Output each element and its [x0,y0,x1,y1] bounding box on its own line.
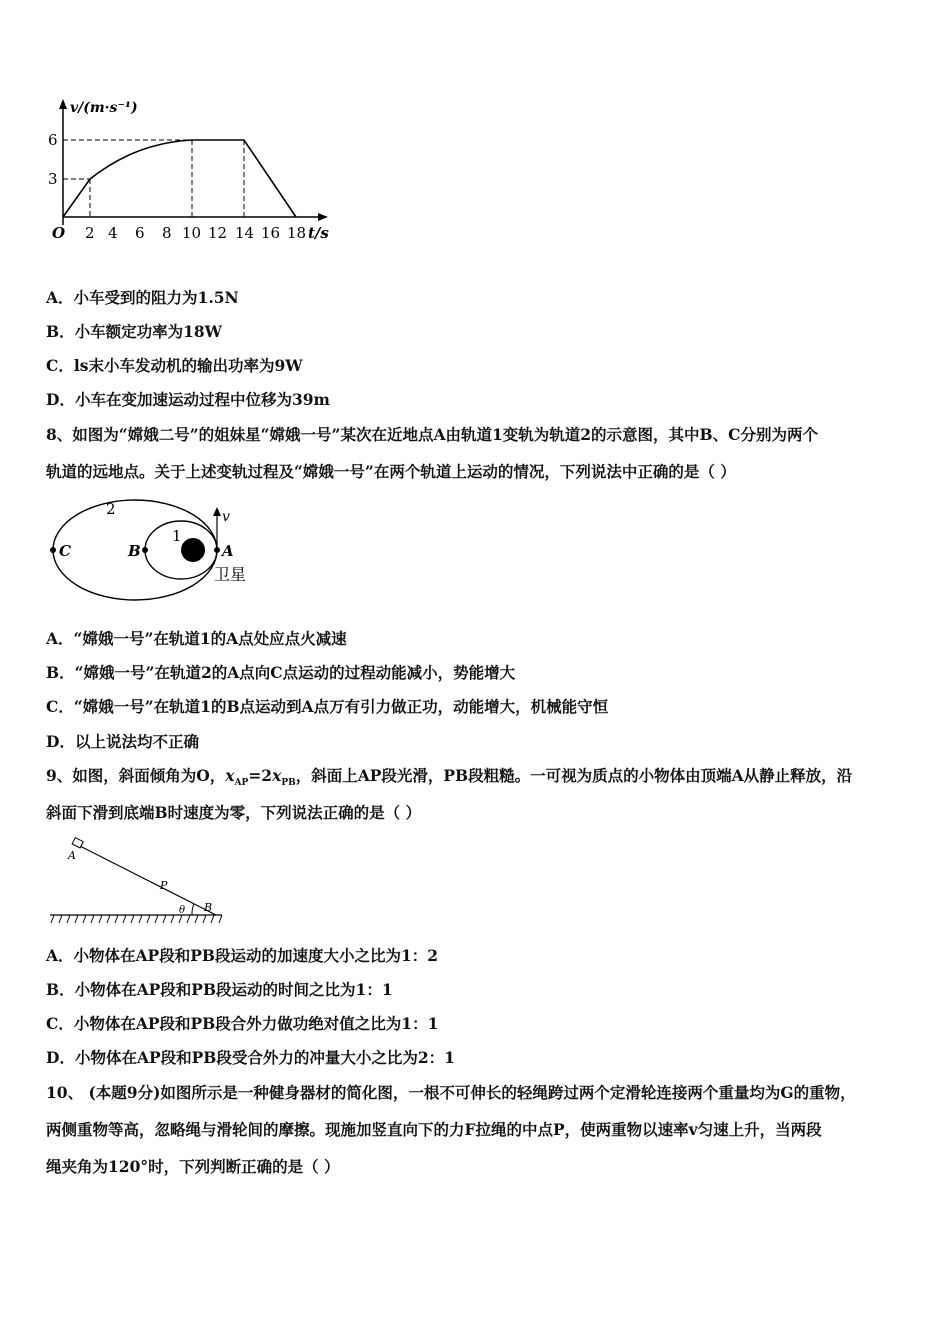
x-axis-arrow [318,213,328,221]
q9-option-b[interactable]: B．小物体在AP段和PB段运动的时间之比为1：1 [46,980,393,999]
q8-stem-line2: 轨道的远地点。关于上述变轨过程及“嫦娥一号”在两个轨道上运动的情况，下列说法中正确的是（ ） [46,462,736,481]
x-tick-8: 8 [162,224,172,242]
q8-stem-line1: 8、如图为“嫦娥二号”的姐妹星“嫦娥一号”某次在近地点A由轨道1变轨为轨道2的示意图，其中B、C分别为两个 [46,425,818,444]
label-b: B [204,901,213,914]
point-b [142,547,148,553]
y-axis-label: v/(m·s⁻¹) [70,100,138,116]
q8-option-a[interactable]: A．“嫦娥一号”在轨道1的A点处应点火减速 [46,629,347,648]
orbit-label-2: 2 [106,500,116,518]
incline-surface [74,843,216,915]
q7-option-b[interactable]: B．小车额定功率为18W [46,322,223,341]
x-tick-16: 16 [261,224,281,242]
q8-option-d[interactable]: D．以上说法均不正确 [46,732,199,751]
velocity-arrowhead [213,507,221,516]
earth [181,538,205,562]
q10-stem-line1: 10、 (本题9分)如图所示是一种健身器材的简化图，一根不可伸长的轻绳跨过两个定滑轮连接两个重量均为G的重物， [46,1083,856,1102]
angle-arc [192,904,194,915]
orbit-diagram [42,495,262,610]
point-label-b: B [128,542,141,560]
q9-option-d[interactable]: D．小物体在AP段和PB段受合外力的冲量大小之比为2：1 [46,1048,455,1067]
q8-option-b[interactable]: B．“嫦娥一号”在轨道2的A点向C点运动的过程动能减小，势能增大 [46,663,516,682]
q9-stem-line2: 斜面下滑到底端B时速度为零，下列说法正确的是（ ） [46,803,421,822]
x-tick-12: 12 [208,224,228,242]
q9-option-a[interactable]: A．小物体在AP段和PB段运动的加速度大小之比为1：2 [46,946,439,965]
ground-hatching [51,915,222,923]
x-tick-6: 6 [135,224,145,242]
q8-option-c[interactable]: C．“嫦娥一号”在轨道1的B点运动到A点万有引力做正功，动能增大，机械能守恒 [46,697,609,716]
y-tick-6: 6 [48,131,58,149]
origin-label: O [52,224,66,242]
x-axis-label: t/s [308,224,329,242]
label-p: P [160,879,168,892]
x-tick-2: 2 [85,224,95,242]
point-label-c: C [59,542,71,560]
satellite-label: 卫星 [214,565,247,584]
x-tick-4: 4 [108,224,118,242]
label-a: A [68,849,76,862]
q7-option-a[interactable]: A．小车受到的阻力为1.5N [46,288,239,307]
y-tick-3: 3 [48,170,58,188]
point-label-a: A [222,542,234,560]
q7-option-d[interactable]: D．小车在变加速运动过程中位移为39m [46,390,330,409]
label-theta: θ [179,905,186,916]
y-axis-arrow [59,99,67,109]
q7-option-c[interactable]: C．ls末小车发动机的输出功率为9W [46,356,303,375]
point-c [50,547,56,553]
q9-option-c[interactable]: C．小物体在AP段和PB段合外力做功绝对值之比为1：1 [46,1014,439,1033]
velocity-curve [63,140,296,217]
q9-stem-line1: 9、如图，斜面倾角为O，$x_{AP}=2x_{PB}$，斜面上AP段光滑，PB段粗糙。一可视为质点的小物体由顶端A从静止释放，沿 [46,766,853,789]
incline-diagram [44,835,229,930]
q10-stem-line2: 两侧重物等高，忽略绳与滑轮间的摩擦。现施加竖直向下的力F拉绳的中点P，使两重物以速率v匀速上升，当两段 [46,1120,822,1139]
velocity-time-graph [40,95,340,250]
x-tick-14: 14 [235,224,255,242]
q10-stem-line3: 绳夹角为120°时，下列判断正确的是（ ） [46,1157,340,1176]
x-tick-10: 10 [182,224,202,242]
x-tick-18: 18 [287,224,307,242]
orbit-label-1: 1 [172,527,182,545]
velocity-label: v [222,509,230,525]
